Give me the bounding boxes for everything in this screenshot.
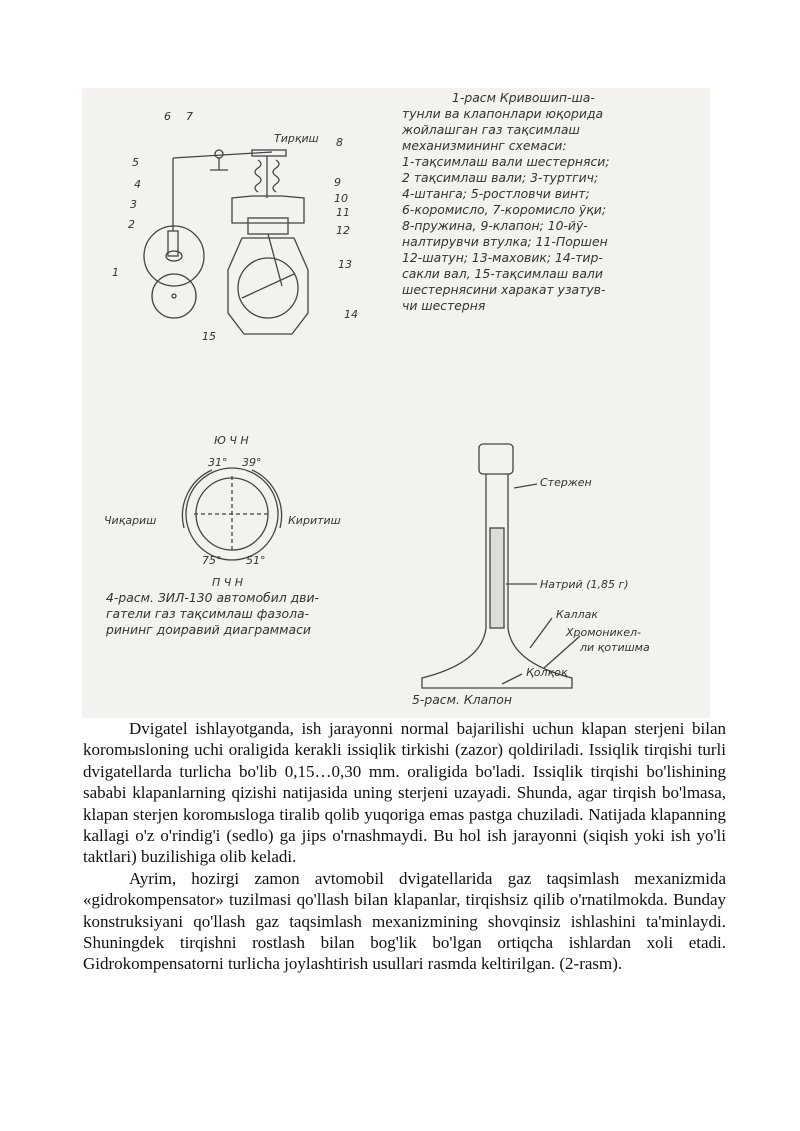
fig1-num-9: 9 — [334, 176, 341, 189]
fig5-caption: 5-расм. Клапон — [412, 692, 512, 707]
fig1-num-1: 1 — [112, 266, 119, 279]
fig4-intake-label: Киритиш — [288, 514, 341, 527]
fig1-caption-line: жойлашган газ тақсимлаш — [402, 122, 580, 137]
fig1-caption-line: сакли вал, 15-тақсимлаш вали — [402, 266, 603, 281]
fig5-label-xrom2: ли қотишма — [580, 641, 650, 654]
fig4-caption — [105, 590, 320, 637]
fig5-label-natriy: Натрий (1,85 г) — [540, 578, 629, 591]
fig1-num-13: 13 — [338, 258, 352, 271]
fig1-caption-line: шестернясини харакат узатув- — [402, 282, 606, 297]
fig5-label-qalpoq: Қолқоқ — [526, 666, 568, 679]
fig1-num-11: 11 — [336, 206, 350, 219]
fig4-top-label: Ю Ч Н — [214, 434, 249, 447]
fig4-caption-line: 4-расм. ЗИЛ-130 автомобил дви- — [106, 590, 320, 605]
fig4-caption-line: рининг доиравий диаграммаси — [106, 622, 311, 637]
fig1-caption-line: механизмининг схемаси: — [402, 138, 567, 153]
fig1-num-5: 5 — [132, 156, 139, 169]
fig5-label-sterjen: Стержен — [540, 476, 592, 489]
fig5-label-kallak: Каллак — [556, 608, 598, 621]
fig4-diagram — [182, 468, 281, 560]
fig1-num-8: 8 — [336, 136, 343, 149]
fig1-num-14: 14 — [344, 308, 358, 321]
fig1-caption-line: 1-тақсимлаш вали шестерняси; — [402, 154, 610, 169]
fig1-caption-line: тунли ва клапонлари юқорида — [402, 106, 604, 121]
fig1-num-12: 12 — [336, 224, 350, 237]
fig1-caption — [401, 90, 610, 313]
fig1-caption-line: чи шестерня — [402, 298, 486, 313]
fig4-angle: 31° — [208, 456, 228, 469]
fig4-exhaust-label: Чиқариш — [104, 514, 157, 527]
fig1-num-7: 7 — [186, 110, 193, 123]
fig5-label-xrom: Хромоникел- — [566, 626, 642, 639]
fig1-caption-line: 4-штанга; 5-ростловчи винт; — [402, 186, 590, 201]
fig1-caption-line: 6-коромисло, 7-коромисло ўқи; — [402, 202, 607, 217]
paragraph-1: Dvigatel ishlayotganda, ish jarayonni normal bajarilishi uchun klapan sterjeni bilan koromыsloning uchi oraligida kerakli issiqlik tirkishi (zazor) qoldiriladi. Issiqlik tirqishi turli dvigatellarda turlicha bo'lib 0,15…0,30 mm. oraligida bo'ladi. Issiqlik tirqishi bo'lishining sababi klapanlarning qizishi natijasida uning sterjeni uzayadi. Shunda, agar tirqish bo'lmasa, klapan sterjen koromыsloga tiralib qolib yuqoriga emas pastga chuziladi. Natijada klapanning kallagi o'z o'rindig'i (sedlo) ga jips o'rnashmaydi. Bu hol ish jarayonni (siqish yoki ish yo'li taktlari) buzilishiga olib keladi. — [83, 719, 726, 867]
figure-drawing — [82, 88, 710, 718]
scanned-figure — [82, 88, 710, 718]
fig1-mechanism — [144, 150, 308, 334]
fig1-num-4: 4 — [134, 178, 141, 191]
fig1-caption-line: 12-шатун; 13-маховик; 14-тир- — [402, 250, 603, 265]
fig1-tirqish-label: Тирқиш — [274, 132, 319, 145]
fig4-bottom-label: П Ч Н — [212, 576, 244, 589]
fig1-num-15: 15 — [202, 330, 216, 343]
fig1-num-10: 10 — [334, 192, 348, 205]
fig1-caption-line: 8-пружина, 9-клапон; 10-йў- — [402, 218, 588, 233]
fig1-caption-line: 1-расм Кривошип-ша- — [452, 90, 595, 105]
fig4-angle: 39° — [242, 456, 262, 469]
fig1-caption-line: налтирувчи втулка; 11-Поршен — [402, 234, 608, 249]
paragraph-2: Ayrim, hozirgi zamon avtomobil dvigatellarida gaz taqsimlash mexanizmida «gidrokompensator» tuzilmasi qo'llash bilan klapanlar, tirqishsiz qilib o'rnatilmokda. Bunday konstruksiyani qo'llash gaz taqsimlash mexanizmining shovqinsiz ishlashini ta'minlaydi. Shuningdek tirqishni rostlash bilan bog'lik bo'lgan ortiqcha ishlardan xoli etadi. Gidrokompensatorni turlicha joylashtirish usullari rasmda keltirilgan. (2-rasm). — [83, 868, 726, 974]
fig4-angle: 51° — [246, 554, 266, 567]
fig4-angle: 75° — [202, 554, 222, 567]
fig1-caption-line: 2 тақсимлаш вали; 3-туртгич; — [402, 170, 599, 185]
fig1-num-6: 6 — [164, 110, 171, 123]
fig4-caption-line: гатели газ тақсимлаш фазола- — [106, 606, 310, 621]
fig1-num-2: 2 — [128, 218, 135, 231]
fig1-num-3: 3 — [130, 198, 137, 211]
body-text — [83, 718, 726, 975]
